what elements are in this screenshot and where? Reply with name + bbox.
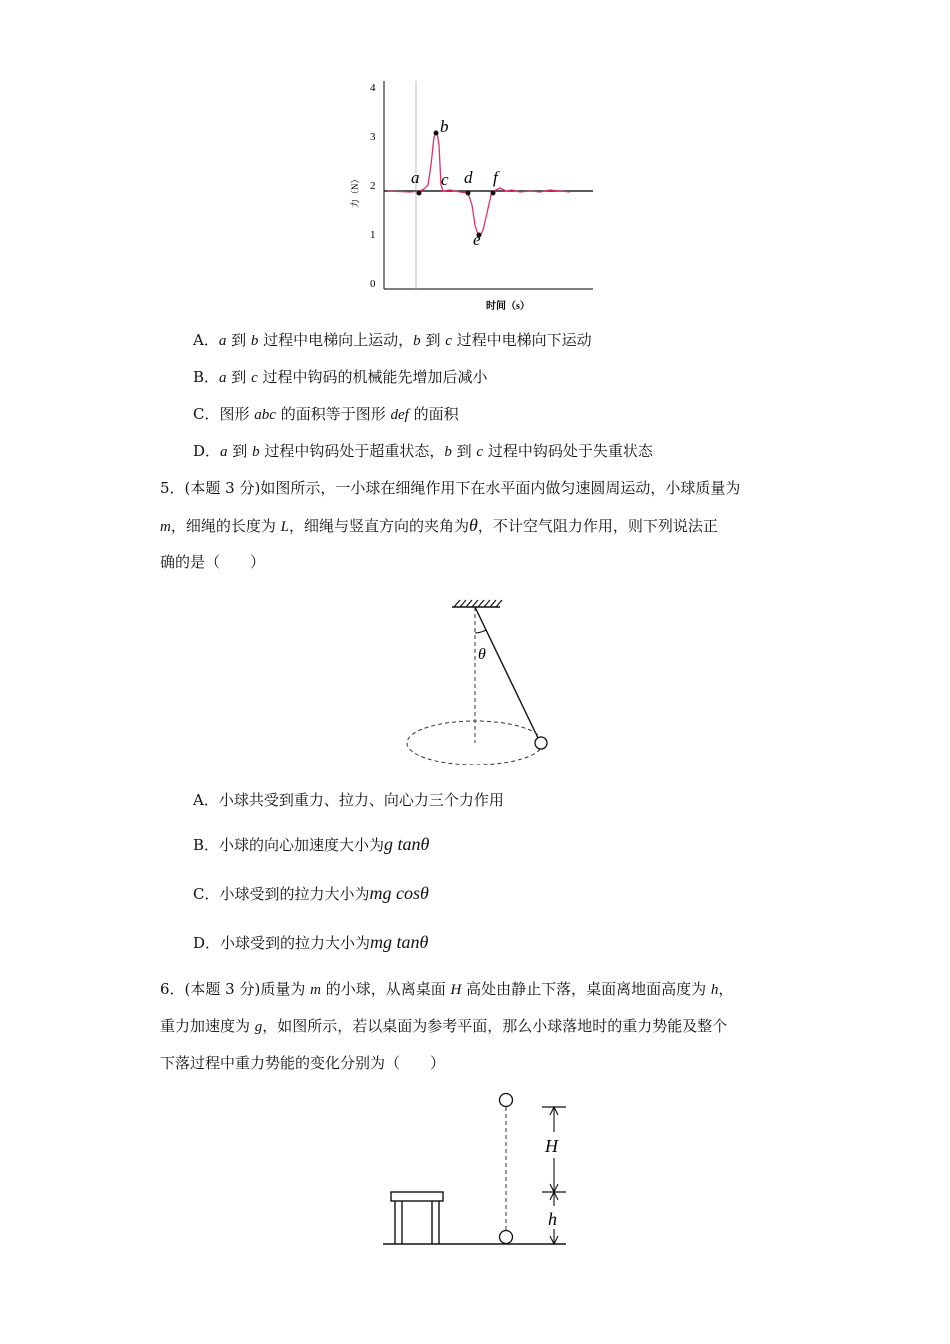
q5-option-a: A．小球共受到重力、拉力、向心力三个力作用: [193, 791, 504, 809]
q6-line-3: 下落过程中重力势能的变化分别为（ ）: [160, 1054, 446, 1072]
q5-line-2: m，细绳的长度为 L，细绳与竖直方向的夹角为θ，不计空气阻力作用，则下列说法正: [160, 515, 718, 535]
y-tick-2: 2: [370, 180, 376, 192]
y-axis-label: 力（N）: [350, 174, 360, 208]
q5-option-c: C．小球受到的拉力大小为mg cosθ: [193, 883, 429, 903]
ceiling-hatch: [454, 600, 502, 607]
falling-ball-figure: [380, 1088, 580, 1250]
q6-line-1: 6．(本题 3 分)质量为 m 的小球，从离桌面 H 高处由静止下落，桌面离地面高度为 h，: [160, 980, 734, 998]
table-top: [391, 1192, 443, 1201]
q5-line-1: 5．(本题 3 分)如图所示，一小球在细绳作用下在水平面内做匀速圆周运动，小球质量为: [160, 479, 741, 497]
q4-option-d: D．a 到 b 过程中钩码处于超重状态，b 到 c 过程中钩码处于失重状态: [193, 442, 653, 460]
ball: [535, 737, 547, 749]
point-a: [417, 191, 422, 196]
angle-label: θ: [478, 646, 486, 663]
q4-option-b: B．a 到 c 过程中钩码的机械能先增加后减小: [193, 368, 488, 386]
y-tick-0: 0: [370, 278, 376, 290]
ball-ground: [500, 1231, 513, 1244]
conical-pendulum-figure: [400, 595, 560, 765]
point-b: [434, 131, 439, 136]
y-tick-4: 4: [370, 82, 376, 94]
q4-option-c: C．图形 abc 的面积等于图形 def 的面积: [193, 405, 459, 423]
x-axis-label: 时间（s）: [486, 301, 530, 312]
label-e: e: [473, 230, 481, 249]
force-time-graph: [340, 75, 610, 320]
string: [475, 607, 538, 738]
label-c: c: [441, 170, 449, 189]
q5-line-3: 确的是（ ）: [160, 553, 266, 571]
q5-option-d: D．小球受到的拉力大小为mg tanθ: [193, 932, 429, 952]
q6-line-2: 重力加速度为 g，如图所示，若以桌面为参考平面，那么小球落地时的重力势能及整个: [160, 1017, 728, 1035]
label-H: H: [545, 1136, 558, 1156]
label-a: a: [411, 168, 420, 187]
point-f: [491, 191, 496, 196]
label-h: h: [548, 1209, 557, 1229]
label-f: f: [493, 168, 498, 187]
angle-arc: [475, 630, 486, 633]
q4-option-a: A．a 到 b 过程中电梯向上运动，b 到 c 过程中电梯向下运动: [193, 331, 592, 349]
ball-start: [500, 1094, 513, 1107]
label-d: d: [464, 168, 473, 187]
q5-option-b: B．小球的向心加速度大小为g tanθ: [193, 834, 430, 854]
y-tick-3: 3: [370, 131, 376, 143]
y-tick-1: 1: [370, 229, 376, 241]
label-b: b: [440, 117, 449, 136]
point-d: [466, 191, 471, 196]
